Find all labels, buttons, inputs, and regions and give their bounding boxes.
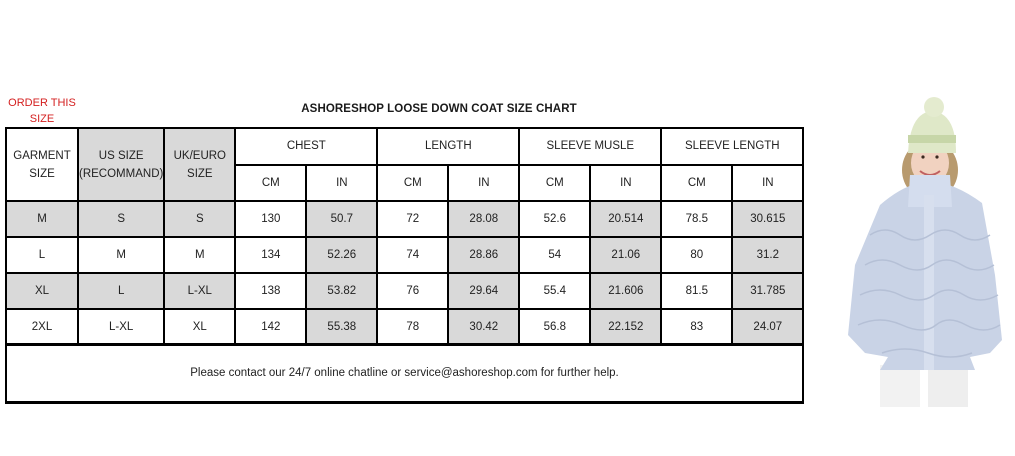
header-chest: CHEST: [235, 128, 377, 165]
uk-size-cell: M: [164, 237, 235, 273]
help-text: Please contact our 24/7 online chatline or service@ashoreshop.com for further help.: [190, 367, 619, 379]
length-in-cell: 30.42: [448, 309, 519, 345]
us-size-cell: L: [78, 273, 164, 309]
header-length: LENGTH: [377, 128, 519, 165]
us-size-cell: L-XL: [78, 309, 164, 345]
table-row: [6, 201, 803, 237]
sleeve-cm-cell: 80: [661, 237, 732, 273]
unit-in: IN: [732, 165, 803, 202]
chest-cm-cell: 130: [235, 201, 306, 237]
length-cm-cell: 74: [377, 237, 448, 273]
garment-size-cell: 2XL: [6, 309, 78, 345]
sleeve-cm-cell: 83: [661, 309, 732, 345]
unit-cm: CM: [235, 165, 306, 202]
unit-in: IN: [590, 165, 661, 202]
unit-in: IN: [448, 165, 519, 202]
muscle-in-cell: 21.06: [590, 237, 661, 273]
length-cm-cell: 78: [377, 309, 448, 345]
muscle-cm-cell: 52.6: [519, 201, 590, 237]
chest-in-cell: 52.26: [306, 237, 377, 273]
length-in-cell: 28.08: [448, 201, 519, 237]
header-garment-size: GARMENT SIZE: [6, 128, 78, 201]
sleeve-in-cell: 30.615: [732, 201, 803, 237]
length-cm-cell: 72: [377, 201, 448, 237]
sleeve-in-cell: 24.07: [732, 309, 803, 345]
unit-cm: CM: [519, 165, 590, 202]
header-sleeve-muscle: SLEEVE MUSLE: [519, 128, 661, 165]
us-size-cell: M: [78, 237, 164, 273]
chest-cm-cell: 134: [235, 237, 306, 273]
chest-cm-cell: 142: [235, 309, 306, 345]
unit-in: IN: [306, 165, 377, 202]
muscle-cm-cell: 55.4: [519, 273, 590, 309]
table-row: [6, 237, 803, 273]
muscle-in-cell: 20.514: [590, 201, 661, 237]
sleeve-in-cell: 31.785: [732, 273, 803, 309]
table-row: [6, 309, 803, 345]
header-uk-euro-size: UK/EURO SIZE: [164, 128, 235, 201]
help-footer: [5, 343, 804, 404]
unit-cm: CM: [661, 165, 732, 202]
chart-title: ASHORESHOP LOOSE DOWN COAT SIZE CHART: [301, 103, 577, 115]
muscle-cm-cell: 56.8: [519, 309, 590, 345]
chest-in-cell: 55.38: [306, 309, 377, 345]
garment-size-cell: M: [6, 201, 78, 237]
length-cm-cell: 76: [377, 273, 448, 309]
order-this-size-note: ORDER THIS SIZE: [8, 97, 76, 125]
table-row: [6, 273, 803, 309]
garment-size-cell: XL: [6, 273, 78, 309]
us-size-cell: S: [78, 201, 164, 237]
header-us-size: US SIZE (RECOMMAND): [78, 128, 164, 201]
uk-size-cell: L-XL: [164, 273, 235, 309]
length-in-cell: 28.86: [448, 237, 519, 273]
muscle-in-cell: 22.152: [590, 309, 661, 345]
sleeve-cm-cell: 78.5: [661, 201, 732, 237]
header-row-groups: [6, 128, 803, 165]
chest-in-cell: 53.82: [306, 273, 377, 309]
sleeve-in-cell: 31.2: [732, 237, 803, 273]
chest-in-cell: 50.7: [306, 201, 377, 237]
uk-size-cell: S: [164, 201, 235, 237]
muscle-cm-cell: 54: [519, 237, 590, 273]
model-in-down-coat-image: [810, 95, 1015, 407]
muscle-in-cell: 21.606: [590, 273, 661, 309]
length-in-cell: 29.64: [448, 273, 519, 309]
chest-cm-cell: 138: [235, 273, 306, 309]
unit-cm: CM: [377, 165, 448, 202]
size-chart-table: [5, 127, 804, 346]
product-photo: [810, 95, 1015, 407]
garment-size-cell: L: [6, 237, 78, 273]
uk-size-cell: XL: [164, 309, 235, 345]
sleeve-cm-cell: 81.5: [661, 273, 732, 309]
header-sleeve-length: SLEEVE LENGTH: [661, 128, 803, 165]
